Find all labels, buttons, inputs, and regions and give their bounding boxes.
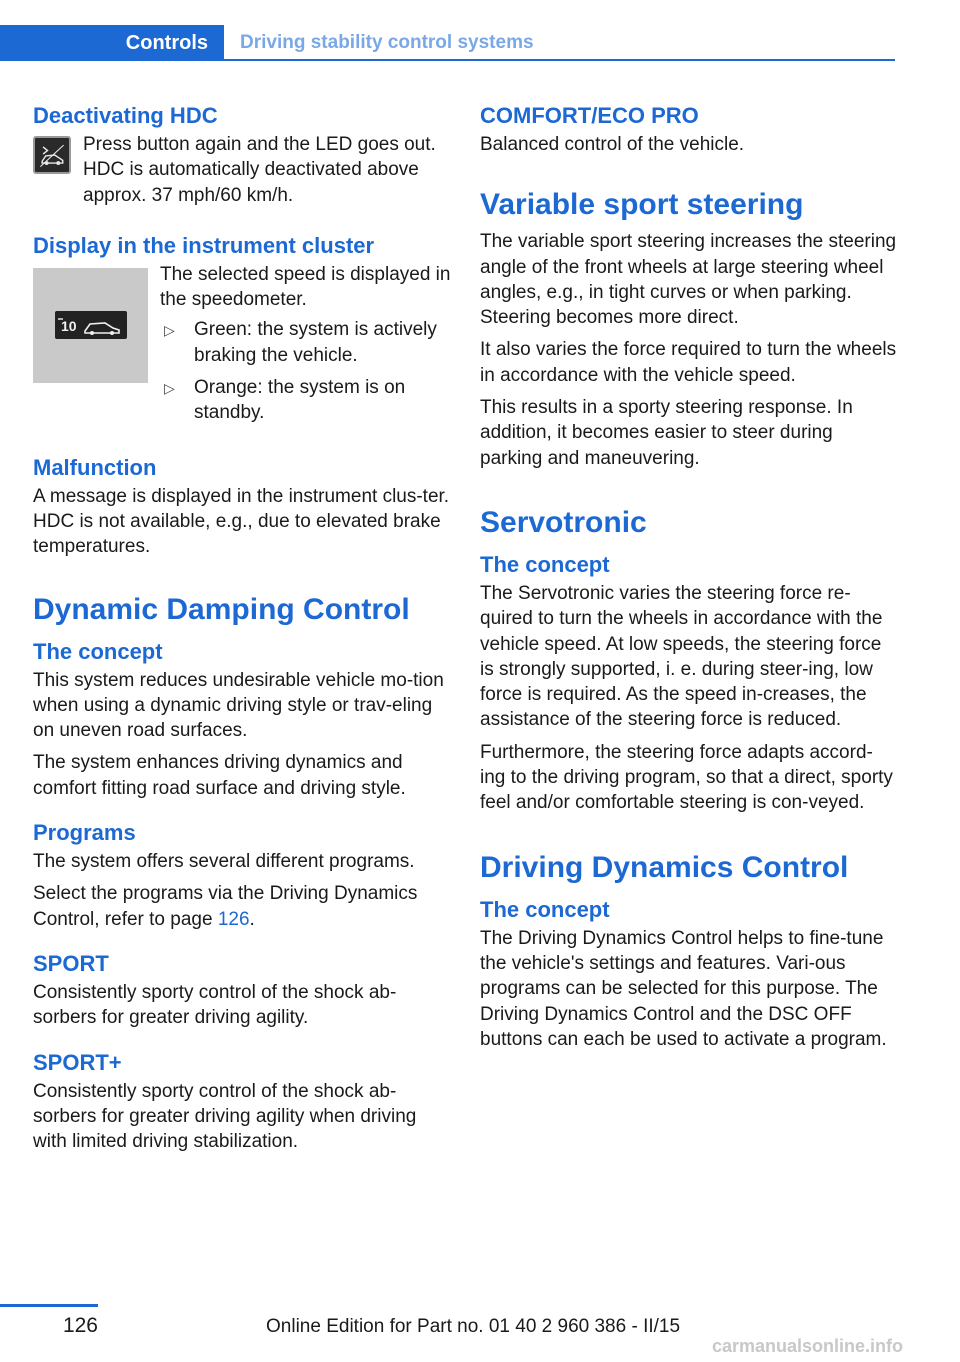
hdc-button-icon [33, 136, 71, 174]
ddc-heading: Dynamic Damping Control [33, 592, 410, 626]
driving-dynamics-heading: Driving Dynamics Control [480, 850, 849, 884]
hdc-deactivate-text: Press button again and the LED goes out. HDC is automatically deactivated above approx. 37 mph/60 km/h. [83, 134, 436, 206]
header-divider [224, 59, 895, 61]
triangle-bullet-icon: ▷ [164, 380, 175, 397]
servotronic-p2: Furthermore, the steering force adapts accord‐ing to the driving program, so that a direct, sporty feel and/or comfortable steering is con‐veyed. [480, 741, 893, 814]
ddc-concept-heading: The concept [33, 638, 163, 664]
vss-p1: The variable sport steering increases the steering angle of the front wheels at large steering wheel angles, e.g., in tight curves or when parking. Steering becomes more direct. [480, 231, 897, 329]
ddc-concept-p2: The system enhances driving dynamics and comfort fitting road surface and driving style. [33, 752, 406, 799]
edition-note: Online Edition for Part no. 01 40 2 960 386 - II/15 [266, 1316, 681, 1337]
display-status-list [160, 317, 451, 425]
programs-heading: Programs [33, 820, 136, 846]
servotronic-concept-heading: The concept [480, 551, 610, 577]
sport-text: Consistently sporty control of the shock ab‐sorbers for greater driving agility. [33, 981, 397, 1029]
hdc-deactivate-heading: Deactivating HDC [33, 103, 218, 128]
comfort-text: Balanced control of the vehicle. [480, 134, 745, 155]
malfunction-text: A message is displayed in the instrument clus‐ter. HDC is not available, e.g., due to elevated brake temperatures. [33, 485, 450, 558]
display-block [33, 262, 451, 426]
page-header [0, 25, 895, 61]
list-item: ▷ Green: the system is actively braking the vehicle. [164, 319, 437, 366]
programs-p1: The system offers several different programs. [33, 851, 415, 873]
chapter-title: Driving stability control systems [240, 32, 534, 53]
triangle-bullet-icon: ▷ [164, 322, 175, 339]
section-label: Controls [125, 31, 208, 54]
vss-heading: Variable sport steering [480, 188, 804, 222]
sportplus-text: Consistently sporty control of the shock ab‐sorbers for greater driving agility when driving with limited driving stabilization. [33, 1080, 417, 1153]
page-number: 126 [62, 1314, 98, 1337]
footer-accent-bar [0, 1304, 98, 1307]
display-intro: The selected speed is displayed in the speedometer. [160, 263, 451, 311]
servotronic-p1: The Servotronic varies the steering force re‐quired to turn the wheels in accordance with the vehicle speed. At low speeds, the steering force is strongly supported, i. e. during steer‐ing, low force is required. As the speed in‐creases, the assistance of the steering force is reduced. [480, 582, 883, 731]
display-heading: Display in the instrument cluster [33, 232, 375, 258]
section-tab[interactable] [0, 25, 224, 61]
servotronic-heading: Servotronic [480, 505, 647, 539]
page-reference-link[interactable]: 126 [217, 908, 250, 930]
instrument-cluster-image [33, 268, 148, 383]
driving-dynamics-p1: The Driving Dynamics Control helps to fine-tune the vehicle's settings and features. Vari‐ous programs can be selected for this purpose. The Driving Dynamics Control and the DSC OFF buttons can each be used to activate a program. [480, 927, 887, 1050]
vss-p2: It also varies the force required to turn the wheels in accordance with the vehicle speed. [480, 339, 897, 386]
hdc-deactivate-block [33, 132, 451, 208]
programs-p2: Select the programs via the Driving Dynamics Control, refer to page 126. [33, 883, 418, 930]
cluster-speed-icon [55, 311, 127, 339]
vss-p3: This results in a sporty steering response. In addition, it becomes easier to steer during parking and maneuvering. [480, 397, 853, 469]
driving-dynamics-concept-heading: The concept [480, 896, 610, 922]
list-item: ▷ Orange: the system is on standby. [164, 377, 406, 424]
malfunction-heading: Malfunction [33, 454, 157, 480]
ddc-concept-p1: This system reduces undesirable vehicle mo‐tion when using a dynamic driving style or trav‐eling on uneven road surfaces. [33, 669, 444, 742]
watermark: carmanualsonline.info [712, 1336, 904, 1356]
left-column [33, 100, 451, 1154]
cluster-speed-value: 10 [60, 318, 77, 335]
sport-heading: SPORT [33, 950, 109, 976]
right-column [480, 100, 898, 1052]
comfort-heading: COMFORT/ECO PRO [480, 103, 699, 128]
sportplus-heading: SPORT+ [33, 1049, 122, 1075]
